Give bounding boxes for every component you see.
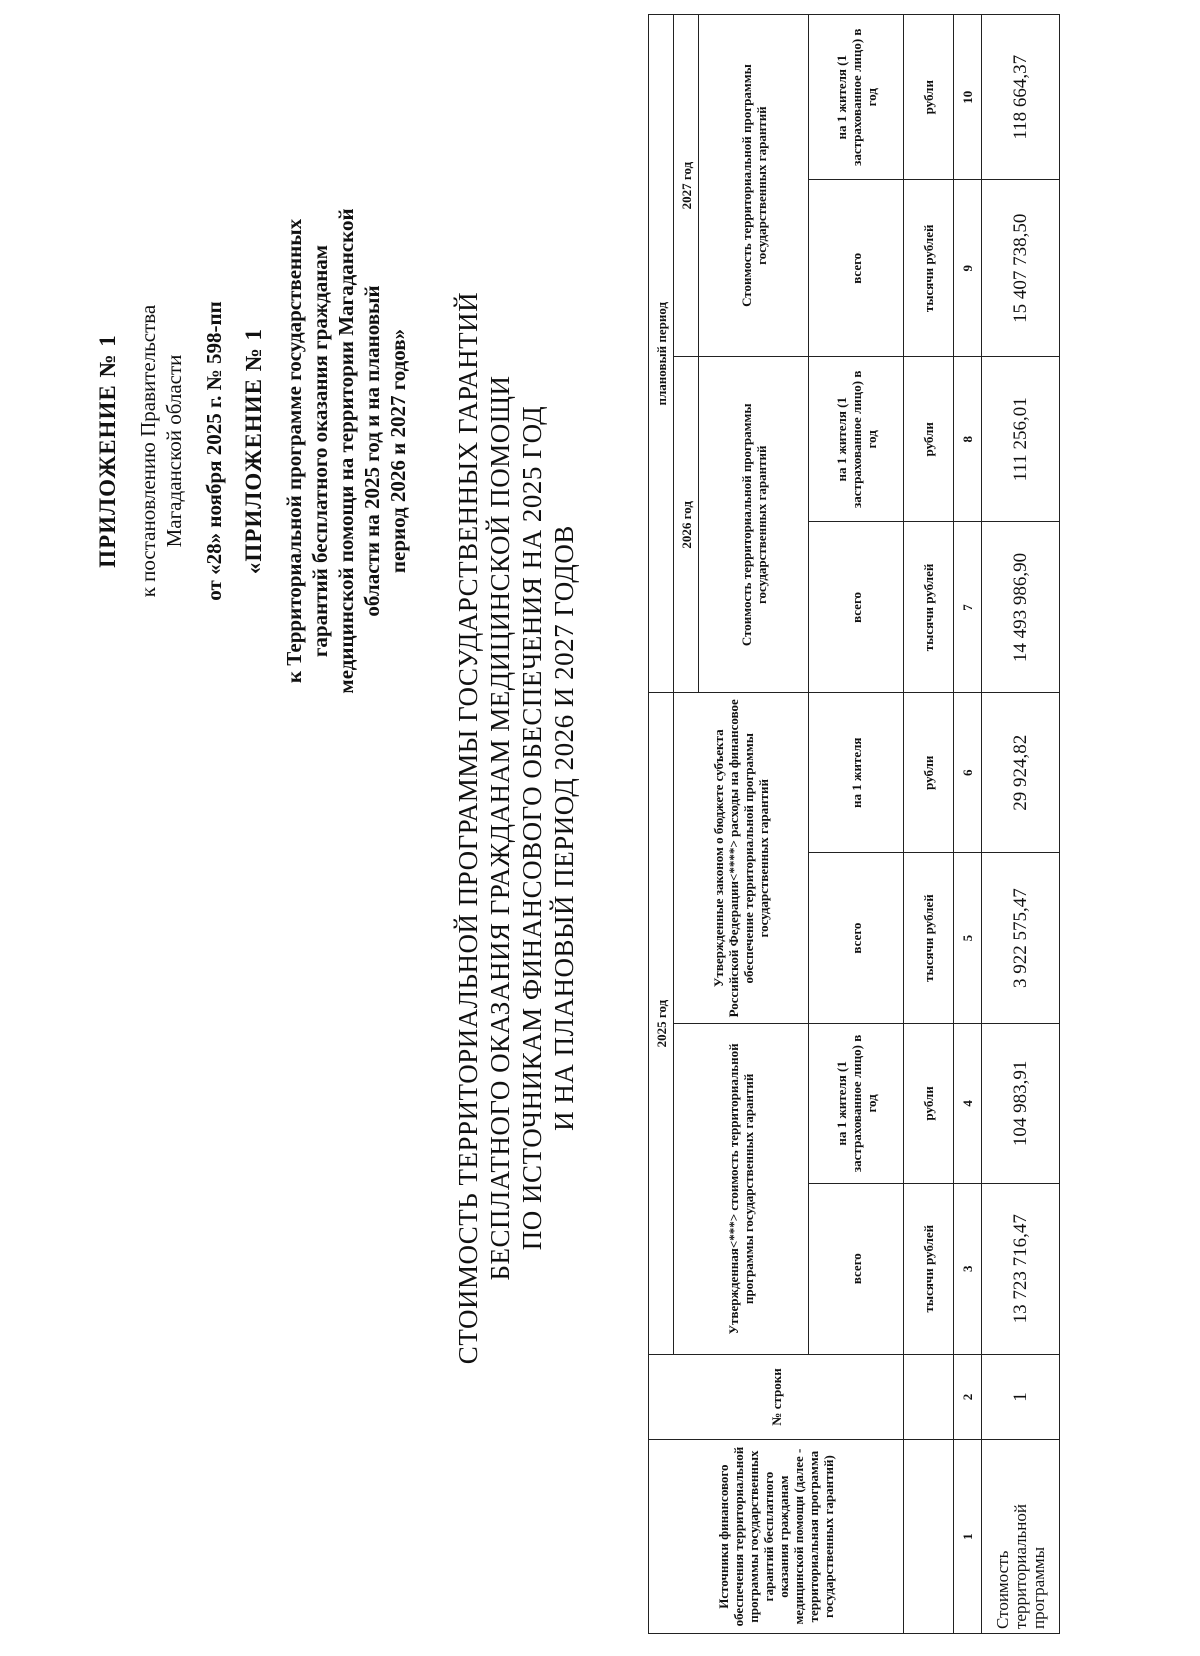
title-line3: ПО ИСТОЧНИКАМ ФИНАНСОВОГО ОБЕСПЕЧЕНИЯ НА 2025 ГОД xyxy=(517,405,547,1251)
program-reference-line4: области на 2025 год и на плановый xyxy=(360,285,384,617)
program-reference-line5: период 2026 и 2027 годов» xyxy=(386,328,410,574)
header-year-2025: 2025 год xyxy=(649,693,674,1354)
unit-thousand-3: тысячи рублей xyxy=(904,1183,954,1354)
unit-rub-6: рубли xyxy=(904,693,954,853)
column-number: 10 xyxy=(954,15,982,180)
column-number: 1 xyxy=(954,1440,982,1634)
unit-cell-empty xyxy=(904,1440,954,1634)
title-line4: И НА ПЛАНОВЫЙ ПЕРИОД 2026 И 2027 ГОДОВ xyxy=(549,525,579,1131)
header-cost-2027: Стоимость территориальной программы государственных гарантий xyxy=(699,15,809,357)
row-source: Стоимость территориальной программы xyxy=(982,1440,1060,1634)
table-row xyxy=(982,15,1060,1634)
cell-law-total: 3 922 575,47 xyxy=(982,853,1060,1024)
cell-2025-total: 13 723 716,47 xyxy=(982,1183,1060,1354)
column-number: 4 xyxy=(954,1024,982,1184)
cell-2025-per-resident: 104 983,91 xyxy=(982,1024,1060,1184)
unit-rub-10: рубли xyxy=(904,15,954,180)
unit-rub-4: рубли xyxy=(904,1024,954,1184)
column-number: 7 xyxy=(954,522,982,693)
header-cost-2026: Стоимость территориальной программы государственных гарантий xyxy=(699,357,809,693)
title-line1: СТОИМОСТЬ ТЕРРИТОРИАЛЬНОЙ ПРОГРАММЫ ГОСУДАРСТВЕННЫХ ГАРАНТИЙ xyxy=(453,291,483,1365)
header-total-law: всего xyxy=(809,853,904,1024)
cell-2027-per-resident: 118 664,37 xyxy=(982,15,1060,180)
header-year-2027: 2027 год xyxy=(674,15,699,357)
header-total-2025: всего xyxy=(809,1183,904,1354)
column-number: 8 xyxy=(954,357,982,522)
program-reference-line1: к Территориальной программе государственных xyxy=(282,218,306,684)
unit-thousand-7: тысячи рублей xyxy=(904,522,954,693)
decree-reference-line2: Магаданской области xyxy=(162,354,186,548)
column-number: 9 xyxy=(954,180,982,357)
column-number: 5 xyxy=(954,853,982,1024)
header-per-resident-law: на 1 жителя xyxy=(809,693,904,853)
decree-date: от «28» ноября 2025 г. № 598-пп xyxy=(202,301,226,601)
column-number: 3 xyxy=(954,1183,982,1354)
header-approved-law: Утвержденные законом о бюджете субъекта Российской Федерации<****> расходы на финансовое обеспечение территориальной программы государственных гарантий xyxy=(674,693,809,1024)
header-total-2027: всего xyxy=(809,180,904,357)
column-number: 2 xyxy=(954,1354,982,1440)
decree-reference-line1: к постановлению Правительства xyxy=(136,304,160,598)
cell-2026-per-resident: 111 256,01 xyxy=(982,357,1060,522)
document-title xyxy=(452,40,580,1616)
column-number: 6 xyxy=(954,693,982,853)
unit-cell-empty xyxy=(904,1354,954,1440)
cell-law-per-resident: 29 924,82 xyxy=(982,693,1060,853)
cell-2026-total: 14 493 986,90 xyxy=(982,522,1060,693)
row-number: 1 xyxy=(982,1354,1060,1440)
header-source: Источники финансового обеспечения территориальной программы государственных гарантий бесплатного оказания гражданам медицинской помощи (далее - территориальная программа государственных гарантий) xyxy=(649,1440,904,1634)
header-per-resident-2025: на 1 жителя (1 застрахованное лицо) в год xyxy=(809,1024,904,1184)
program-reference-line3: медицинской помощи на территории Магаданской xyxy=(334,208,358,694)
inner-appendix-title: «ПРИЛОЖЕНИЕ № 1 xyxy=(241,327,266,575)
header-year-2026: 2026 год xyxy=(674,357,699,693)
header-row-number: № строки xyxy=(649,1354,904,1440)
header-approved-cost: Утвержденная<***> стоимость территориальной программы государственных гарантий xyxy=(674,1024,809,1355)
appendix-title: ПРИЛОЖЕНИЕ № 1 xyxy=(95,334,120,568)
header-per-resident-2027: на 1 жителя (1 застрахованное лицо) в год xyxy=(809,15,904,180)
title-line2: БЕСПЛАТНОГО ОКАЗАНИЯ ГРАЖДАНАМ МЕДИЦИНСКОЙ ПОМОЩИ xyxy=(485,375,515,1281)
unit-thousand-5: тысячи рублей xyxy=(904,853,954,1024)
header-total-2026: всего xyxy=(809,522,904,693)
header-per-resident-2026: на 1 жителя (1 застрахованное лицо) в год xyxy=(809,357,904,522)
unit-thousand-9: тысячи рублей xyxy=(904,180,954,357)
header-planned-period: плановый период xyxy=(649,15,674,693)
program-reference-line2: гарантий бесплатного оказания гражданам xyxy=(308,244,332,658)
appendix-header xyxy=(95,91,411,811)
cost-table xyxy=(648,14,1060,1634)
cell-2027-total: 15 407 738,50 xyxy=(982,180,1060,357)
unit-rub-8: рубли xyxy=(904,357,954,522)
